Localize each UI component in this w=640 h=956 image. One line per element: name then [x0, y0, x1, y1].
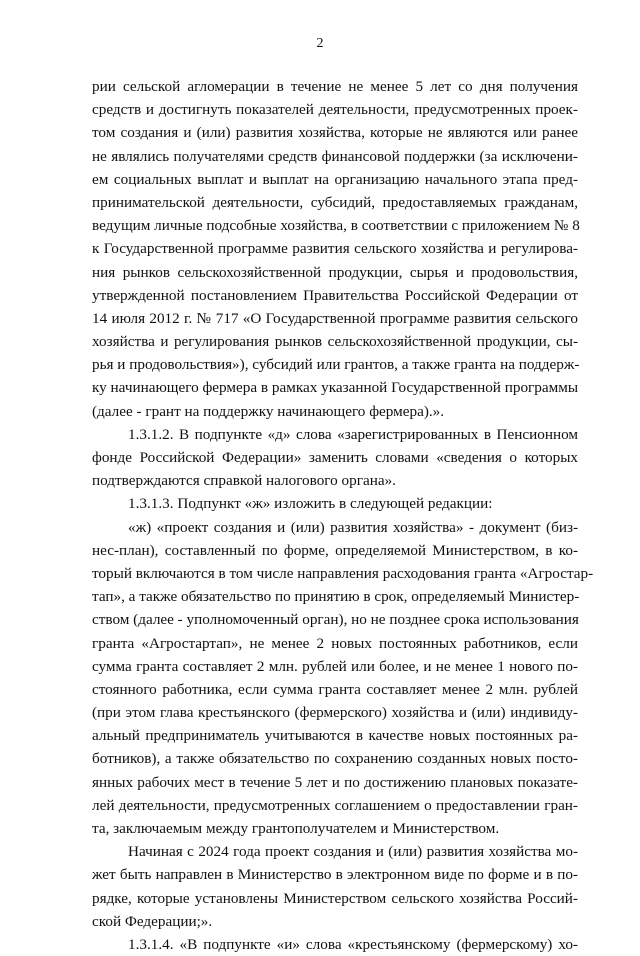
paragraph: [92, 75, 578, 423]
text-line: 1.3.1.3. Подпункт «ж» изложить в следующей редакции:: [128, 495, 493, 513]
text-line: ской Федерации;».: [92, 912, 213, 930]
document-body: [92, 75, 594, 956]
text-line: ем социальных выплат и выплат на организацию начального этапа пред-: [92, 170, 578, 188]
text-line: жет быть направлен в Министерство в электронном виде по форме и в по-: [92, 866, 578, 884]
text-line: сумма гранта составляет 2 млн. рублей или более, и не менее 1 нового по-: [92, 657, 578, 675]
text-line: (далее - грант на поддержку начинающего фермера).».: [92, 402, 445, 420]
text-line: ведущим личные подсобные хозяйства, в соответствии с приложением № 8: [92, 217, 580, 235]
text-line: торый включаются в том числе направления расходования гранта «Агростар-: [92, 564, 594, 582]
text-line: янных рабочих мест в течение 5 лет и по достижению плановых показате-: [92, 773, 578, 791]
paragraph: [92, 516, 594, 841]
text-line: (при этом глава крестьянского (фермерского) хозяйства и (или) индивиду-: [92, 704, 578, 722]
text-line: та, заключаемым между грантополучателем и Министерством.: [92, 820, 500, 837]
text-line: нес-план), составленный по форме, определяемой Министерством, в ко-: [92, 541, 578, 559]
text-line: не являлись получателями средств финансовой поддержки (за исключени-: [92, 147, 578, 165]
page-number: 2: [316, 36, 324, 51]
text-line: рядке, которые установлены Министерством сельского хозяйства Россий-: [92, 889, 578, 907]
text-line: к Государственной программе развития сельского хозяйства и регулирова-: [92, 240, 578, 258]
text-line: гранта «Агростартап», не менее 2 новых постоянных работников, если: [92, 634, 578, 652]
text-line: лей деятельности, предусмотренных соглашением о предоставлении гран-: [92, 796, 578, 814]
paragraph: [92, 840, 578, 933]
text-line: принимательской деятельности, субсидий, предоставляемых гражданам,: [92, 193, 578, 211]
text-line: хозяйства и регулирования рынков сельскохозяйственной продукции, сы-: [92, 333, 578, 351]
text-line: стоянного работника, если сумма гранта составляет менее 2 млн. рублей: [92, 680, 578, 698]
text-line: альный предприниматель учитываются в качестве новых постоянных ра-: [92, 727, 578, 745]
text-line: ку начинающего фермера в рамках указанной Государственной программы: [92, 379, 579, 397]
text-line: ния рынков сельскохозяйственной продукции, сырья и продовольствия,: [92, 263, 578, 281]
text-line: 1.3.1.4. «В подпункте «и» слова «крестьянскому (фермерскому) хо-: [128, 935, 578, 953]
text-line: ботников), а также обязательство по сохранению созданных новых посто-: [92, 750, 578, 768]
paragraph: [92, 492, 578, 515]
text-line: 14 июля 2012 г. № 717 «О Государственной программе развития сельского: [92, 309, 578, 327]
text-line: утвержденной постановлением Правительства Российской Федерации от: [92, 286, 578, 304]
paragraph: [92, 933, 578, 956]
text-line: ством (далее - уполномоченный орган), но не позднее срока использования: [92, 611, 579, 629]
paragraph: [92, 423, 578, 493]
text-line: «ж) «проект создания и (или) развития хозяйства» - документ (биз-: [128, 518, 578, 536]
text-line: 1.3.1.2. В подпункте «д» слова «зарегистрированных в Пенсионном: [128, 425, 578, 443]
text-line: подтверждаются справкой налогового органа».: [92, 472, 396, 490]
text-line: тап», а также обязательство по принятию в срок, определяемый Министер-: [92, 588, 580, 606]
text-line: том создания и (или) развития хозяйства, которые не являются или ранее: [92, 124, 578, 142]
text-line: фонде Российской Федерации» заменить словами «сведения о которых: [92, 449, 578, 466]
text-line: средств и достигнуть показателей деятельности, предусмотренных проек-: [92, 101, 578, 119]
text-line: рья и продовольствия»), субсидий или грантов, а также гранта на поддерж-: [92, 356, 580, 374]
text-line: рии сельской агломерации в течение не менее 5 лет со дня получения: [92, 78, 578, 95]
text-line: Начиная с 2024 года проект создания и (или) развития хозяйства мо-: [128, 843, 578, 861]
